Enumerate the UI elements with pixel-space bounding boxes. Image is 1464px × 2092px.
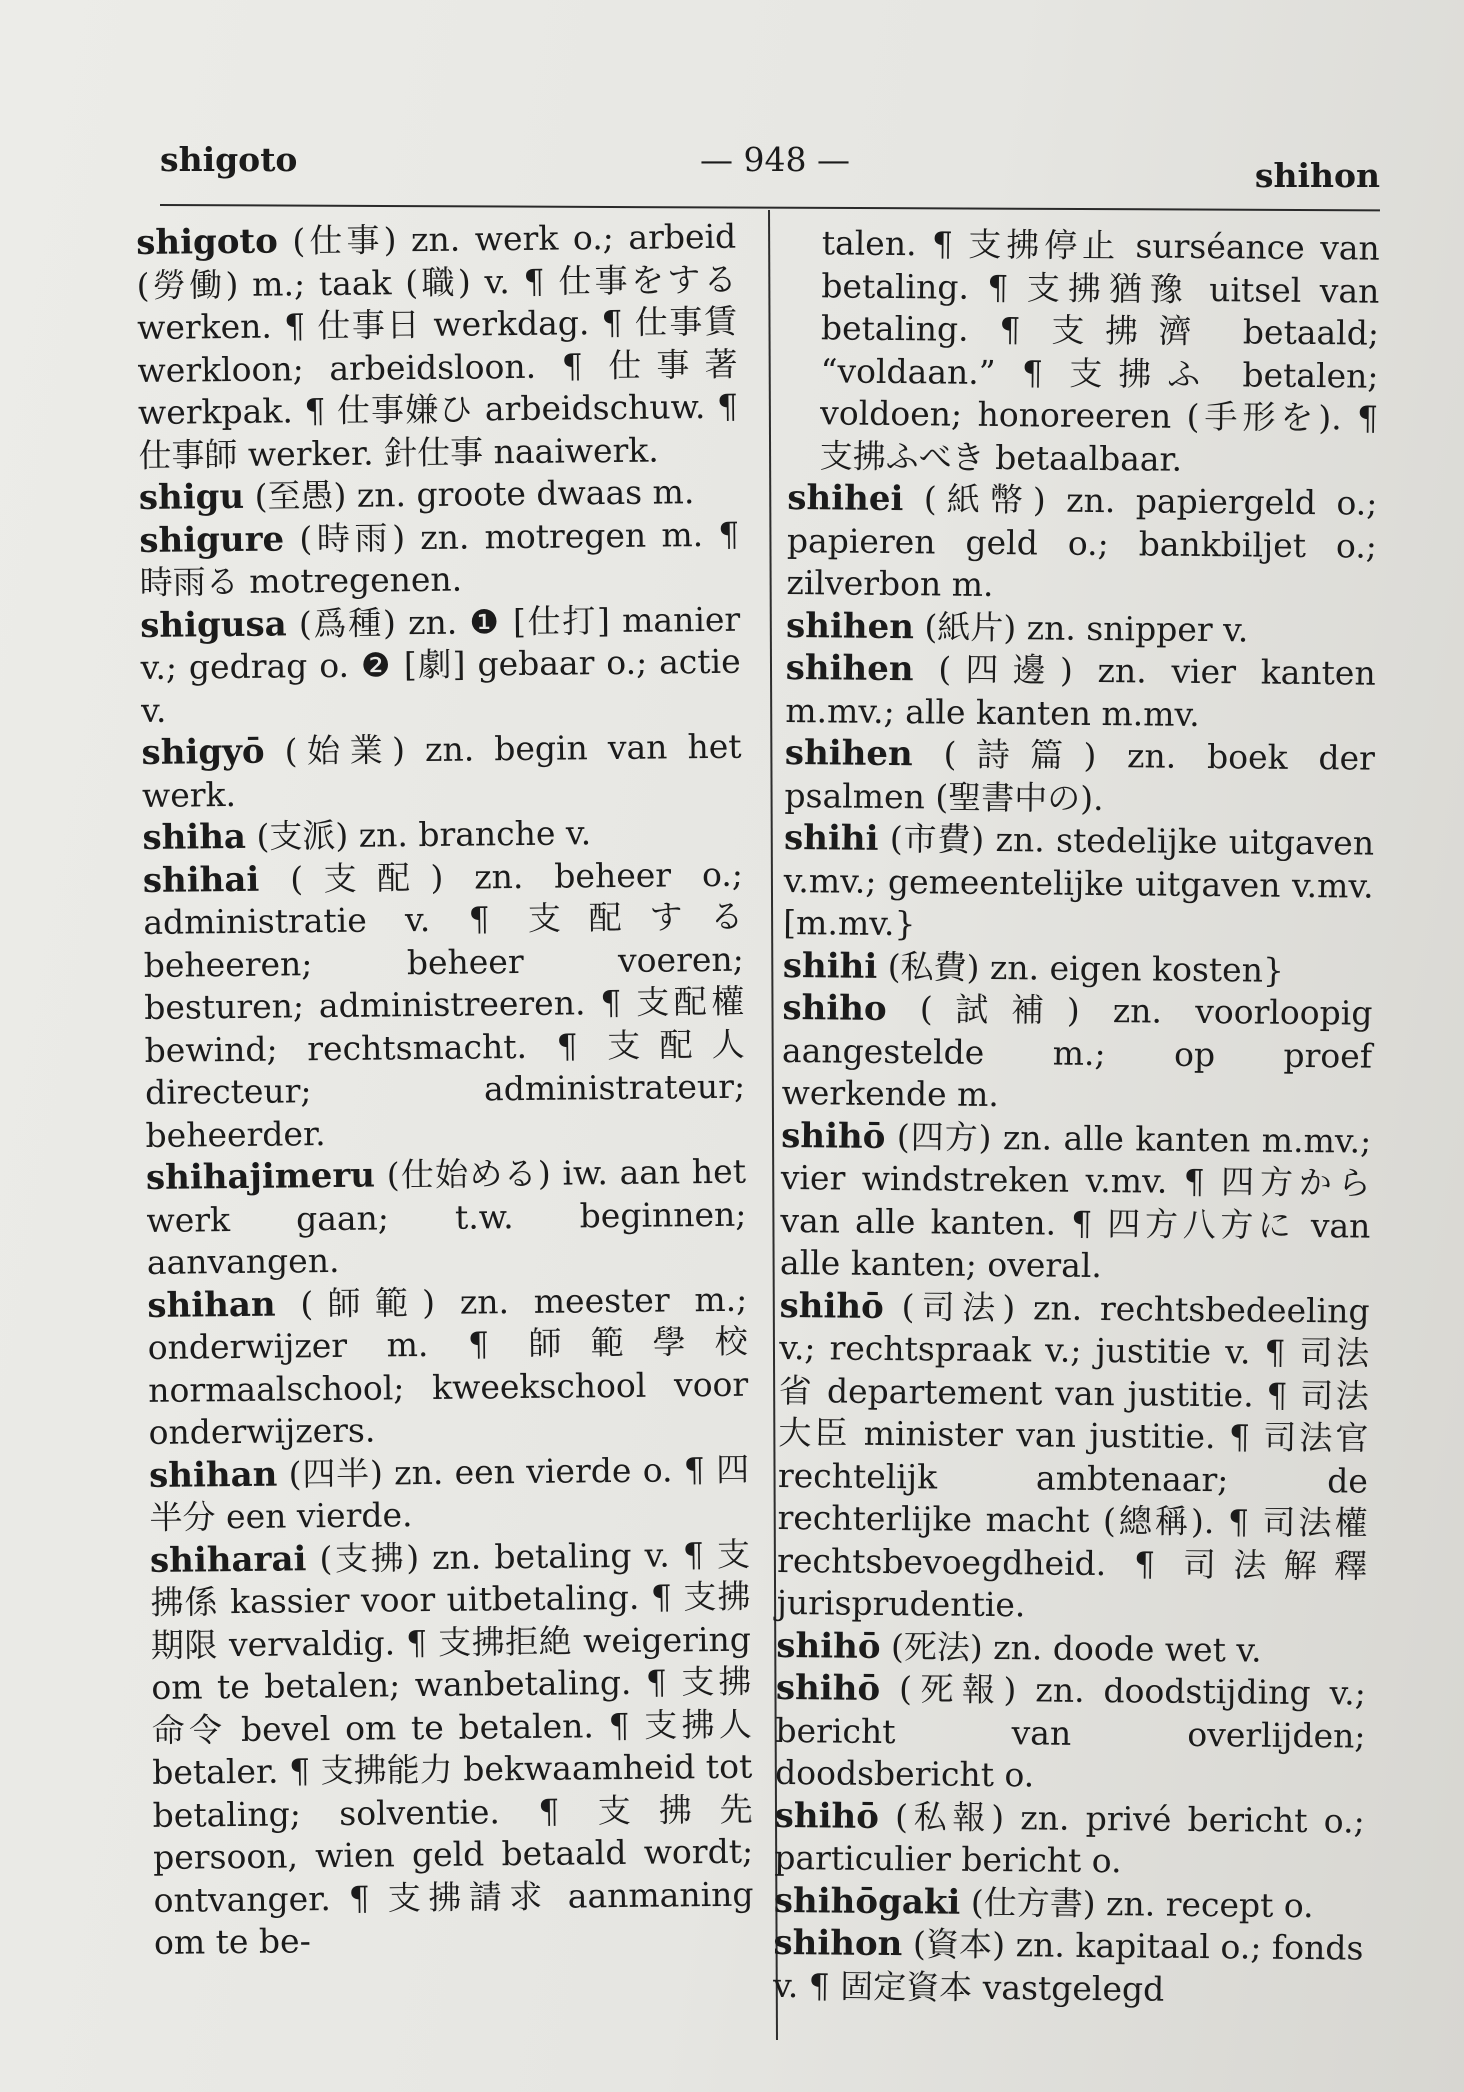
entry-definition: (仕方書) zn. recept o.: [970, 1882, 1314, 1925]
entry-headword: shiho: [782, 987, 887, 1029]
entry-headword: shihan: [147, 1284, 276, 1326]
entry-headword: shihō: [776, 1625, 881, 1667]
dictionary-entry: [785, 647, 1376, 738]
dictionary-entry: [139, 471, 739, 520]
entry-definition: (仕事) zn. werk o.; arbeid (勞働) m.; taak (職) v. ¶ 仕事をする werken. ¶ 仕事日 werkdag. ¶ 仕事賃 werkloon; arbeidsloon. ¶ 仕事著 werkpak. ¶ 仕事嫌ひ arbeidschuw. ¶ 仕事師 werker. 針仕事 naaiwerk.: [136, 216, 739, 475]
entry-headword: shiha: [142, 816, 247, 858]
entry-definition: (市費) zn. stedelijke uitgaven v.mv.; gemeentelijke uitgaven v.mv. [m.mv.}: [783, 818, 1375, 944]
entry-definition: (死法) zn. doode wet v.: [890, 1626, 1262, 1670]
entry-headword: shihajimeru: [145, 1155, 376, 1198]
dictionary-entry: [783, 944, 1373, 992]
dictionary-entry: [773, 1922, 1364, 2013]
entry-definition: (四方) zn. alle kanten m.mv.; vier windstreken v.mv. ¶ 四方から van alle kanten. ¶ 四方八方に van alle kanten; overal.: [779, 1116, 1372, 1286]
entry-definition: (至愚) zn. groote dwaas m.: [254, 472, 695, 516]
entry-headword: shihei: [787, 477, 904, 520]
left-column: [136, 216, 754, 1965]
entry-headword: shihen: [784, 732, 913, 775]
dictionary-entry: [783, 817, 1374, 950]
entry-definition: (四半) zn. een vierde o. ¶ 四半分 een vierde.: [149, 1449, 750, 1537]
dictionary-entry: [150, 1533, 754, 1964]
page-header: [160, 132, 1380, 195]
entry-headword: shihen: [785, 605, 915, 647]
entry-headword: shihan: [148, 1454, 278, 1496]
entry-headword: shihō: [781, 1115, 886, 1157]
entry-definition: (試補) zn. voorloopig aangestelde m.; op proef werkende m.: [781, 989, 1373, 1115]
entry-definition: (始業) zn. begin van het werk.: [141, 726, 742, 815]
dictionary-entry: [143, 853, 746, 1157]
entry-headword: shigoto: [136, 221, 279, 263]
entry-headword: shigusa: [140, 603, 287, 646]
dictionary-entry: [777, 1284, 1370, 1630]
entry-definition: (仕始める) iw. aan het werk gaan; t.w. beginnen; aanvangen.: [146, 1151, 747, 1282]
entry-headword: shigure: [139, 518, 285, 561]
dictionary-entry: [775, 1667, 1366, 1800]
entry-headword: shihen: [785, 647, 914, 690]
entry-headword: shihi: [782, 945, 878, 987]
entry-definition: (私費) zn. eigen kosten}: [887, 946, 1285, 990]
dictionary-entry: [146, 1151, 747, 1285]
dictionary-entry: [780, 1114, 1372, 1290]
entry-headword: shigu: [138, 476, 245, 518]
dictionary-entry: [781, 987, 1372, 1120]
header-right-guideword: shihon: [1254, 156, 1380, 195]
entry-definition: (紙幣) zn. papiergeld o.; papieren geld o.; bankbiljet o.; zilverbon m.: [786, 479, 1378, 604]
dictionary-entry: [774, 1879, 1364, 1927]
dictionary-entry: [139, 513, 740, 604]
entry-definition: (紙片) zn. snipper v.: [924, 606, 1249, 649]
entry-definition: (資本) zn. kapitaal o.; fonds v. ¶ 固定資本 vastgelegd: [772, 1924, 1364, 2009]
entry-headword: shihai: [142, 859, 260, 901]
entry-definition: (私報) zn. privé bericht o.; particulier bericht o.: [774, 1796, 1365, 1881]
entry-definition: (爲種) zn. ❶ [仕打] manier v.; gedrag o. ❷ [劇] gebaar o.; actie v.: [140, 599, 741, 730]
entry-definition: (時雨) zn. motregen m. ¶ 時雨る motregenen.: [139, 514, 740, 602]
right-column: [773, 222, 1380, 2013]
dictionary-entry: [786, 604, 1376, 652]
dictionary-entry: [786, 477, 1377, 610]
dictionary-entry: [147, 1278, 749, 1454]
entry-definition: (支派) zn. branche v.: [256, 813, 592, 856]
dictionary-entry: [784, 732, 1375, 823]
dictionary-entry: [136, 216, 739, 477]
dictionary-entry: [141, 726, 742, 817]
dictionary-entry: [142, 811, 742, 860]
entry-headword: shihō: [779, 1285, 884, 1327]
entry-headword: shigyō: [141, 731, 265, 773]
entry-definition: (四邊) zn. vier kanten m.mv.; alle kanten m.mv.: [785, 649, 1376, 734]
entry-headword: shihō: [775, 1667, 881, 1709]
entry-headword: shihōgaki: [773, 1880, 961, 1923]
entry-definition: (死報) zn. doodstijding v.; bericht van overlijden; doodsbericht o.: [774, 1669, 1367, 1795]
entry-headword: shihō: [774, 1795, 880, 1837]
entry-definition: (司法) zn. rechtsbedeeling v.; rechtspraak v.; justitie v. ¶ 司法省 departement van justitie. ¶ 司法大臣 minister van justitie. ¶ 司法官 rechtelijk ambtenaar; de rechterlijke macht (總稱). ¶ 司法權 rechtsbevoegdheid. ¶ 司法解釋 jurisprudentie.: [776, 1286, 1370, 1625]
entry-headword: shiharai: [149, 1538, 307, 1581]
entry-definition: (支配) zn. beheer o.; administratie v. ¶ 支配する beheeren; beheer voeren; besturen; administreeren. ¶ 支配權 bewind; rechtsmacht. ¶ 支配人 directeur; administrateur; beheerder.: [143, 854, 746, 1155]
dictionary-entry: [774, 1794, 1365, 1885]
dictionary-entry: [140, 598, 741, 732]
dictionary-entry: [149, 1448, 750, 1539]
entry-definition: (支拂) zn. betaling v. ¶ 支拂係 kassier voor uitbetaling. ¶ 支拂期限 vervaldig. ¶ 支拂拒絶 weigering om te betalen; wanbetaling. ¶ 支拂命令 bevel om te betalen. ¶ 支拂人 betaler. ¶ 支拂能力 bekwaamheid tot betaling; solventie. ¶ 支拂先 persoon, wien geld betaald wordt; ontvanger. ¶ 支拂請求 aanmaning om te be-: [150, 1534, 754, 1962]
entry-definition: (師範) zn. meester m.; onderwijzer m. ¶ 師範學校 normaalschool; kweekschool voor onderwijzers.: [147, 1279, 749, 1452]
page-number: — 948 —: [700, 140, 850, 179]
header-left-guideword: shigoto: [160, 140, 298, 179]
entry-headword: shihon: [773, 1922, 903, 1965]
dictionary-entry: [776, 1624, 1366, 1672]
dictionary-entry: [788, 222, 1380, 483]
entry-headword: shihi: [783, 817, 879, 859]
entry-definition: (詩篇) zn. boek der psalmen (聖書中の).: [784, 734, 1376, 818]
entry-definition: talen. ¶ 支拂停止 surséance van betaling. ¶ 支拂猶豫 uitsel van betaling. ¶ 支拂濟 betaald; “voldaan.” ¶ 支拂ふ betalen; voldoen; honoreeren (手形を). ¶ 支拂ふべき betaalbaar.: [819, 223, 1380, 479]
